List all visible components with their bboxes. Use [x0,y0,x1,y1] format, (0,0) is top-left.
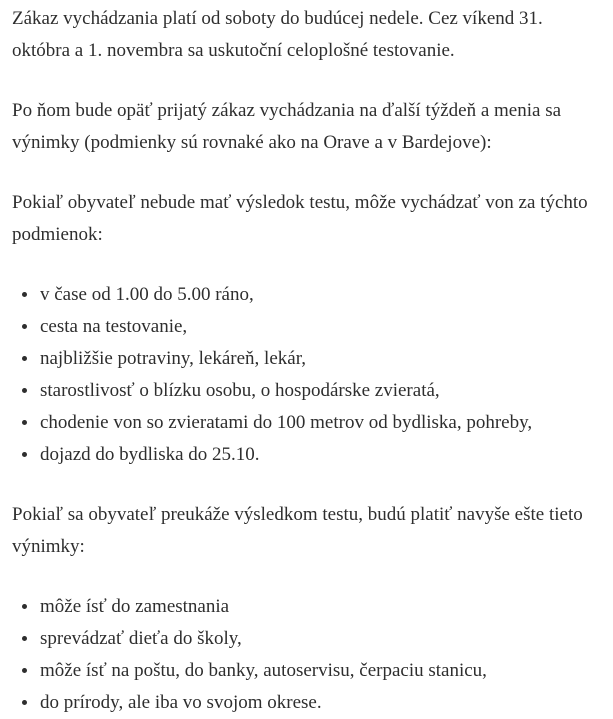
bullet-icon [22,452,27,457]
paragraph-intro: Zákaz vychádzania platí od soboty do budúcej nedele. Cez víkend 31. októbra a 1. novembra sa uskutoční celoplošné testovanie. [12,8,543,61]
list-item-text: sprevádzať dieťa do školy, [40,628,242,649]
paragraph-new-ban: Po ňom bude opäť prijatý zákaz vychádzania na ďalší týždeň a menia sa výnimky (podmienky sú rovnaké ako na Orave a v Bardejove): [12,100,562,153]
list-item [12,279,599,311]
bullet-icon [22,388,27,393]
list-item [12,623,599,655]
bullet-icon [22,356,27,361]
exceptions-list-with-test [12,591,599,719]
list-item [12,591,599,623]
list-item-text: do prírody, ale iba vo svojom okrese. [40,692,322,713]
list-item [12,343,599,375]
list-item-text: dojazd do bydliska do 25.10. [40,444,260,465]
bullet-icon [22,292,27,297]
list-item-text: môže ísť na poštu, do banky, autoservisu, čerpaciu stanicu, [40,660,487,681]
list-item-text: starostlivosť o blízku osobu, o hospodárske zvieratá, [40,380,440,401]
list-item-text: chodenie von so zvieratami do 100 metrov od bydliska, pohreby, [40,412,533,433]
list-item [12,687,599,719]
list-item [12,375,599,407]
list-item [12,439,599,471]
list-item-text: cesta na testovanie, [40,316,188,337]
list-item-text: v čase od 1.00 do 5.00 ráno, [40,284,254,305]
bullet-icon [22,668,27,673]
bullet-icon [22,700,27,705]
paragraph-with-test-intro: Pokiaľ sa obyvateľ preukáže výsledkom testu, budú platiť navyše ešte tieto výnimky: [12,504,583,557]
list-item-text: môže ísť do zamestnania [40,596,230,617]
list-item [12,655,599,687]
bullet-icon [22,636,27,641]
list-item-text: najbližšie potraviny, lekáreň, lekár, [40,348,307,369]
bullet-icon [22,604,27,609]
exceptions-list-no-test [12,279,599,471]
bullet-icon [22,324,27,329]
bullet-icon [22,420,27,425]
list-item [12,407,599,439]
list-item [12,311,599,343]
paragraph-no-test-intro: Pokiaľ obyvateľ nebude mať výsledok testu, môže vychádzať von za týchto podmienok: [12,192,588,245]
